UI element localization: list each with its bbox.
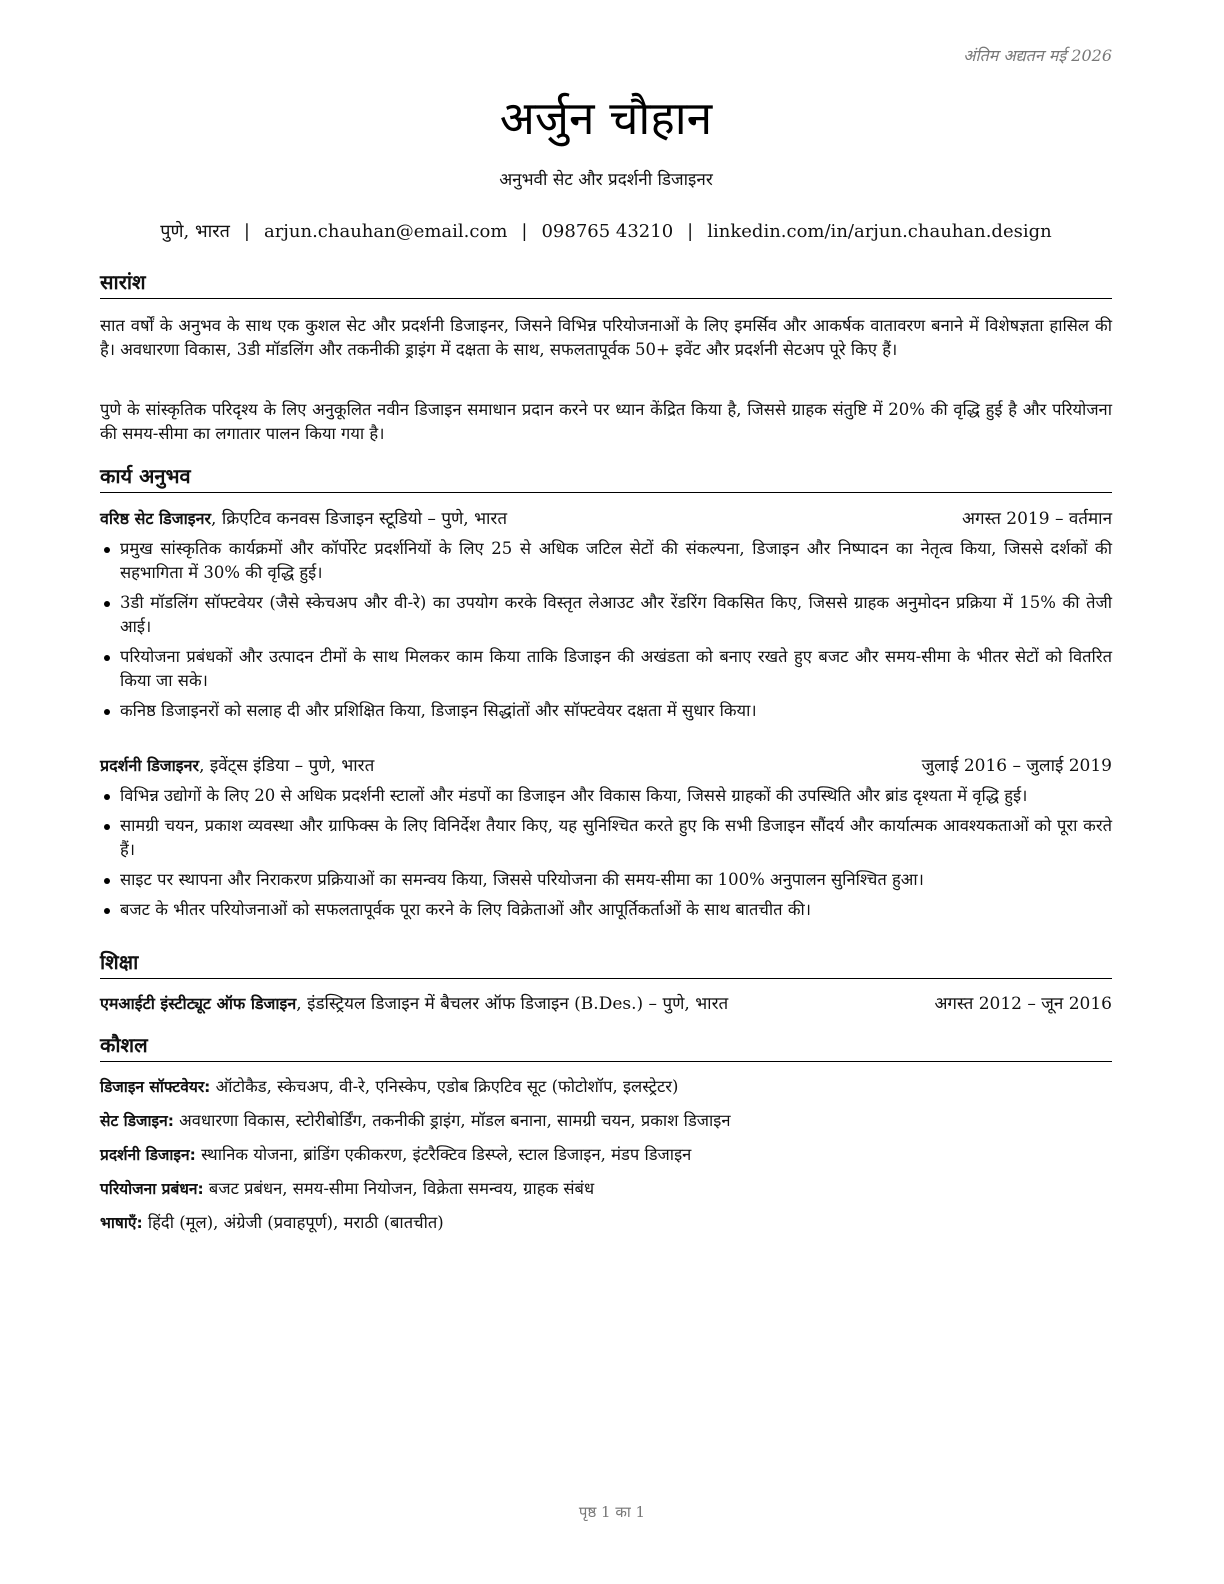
- job-dates: अगस्त 2019 – वर्तमान: [962, 509, 1112, 529]
- summary-paragraph: सात वर्षों के अनुभव के साथ एक कुशल सेट और प्रदर्शनी डिजाइनर, जिसने विभिन्न परियोजनाओं के लिए इमर्सिव और आकर्षक वातावरण बनाने में विशेषज्ञता हासिल की है। अवधारणा विकास, 3डी मॉडलिंग और तकनीकी ड्राइंग में दक्षता के साथ, सफलतापूर्वक 50+ इवेंट और प्रदर्शनी सेटअप पूरे किए हैं।: [100, 316, 1112, 359]
- job-bullets: [100, 784, 1112, 928]
- job-title-line: [100, 754, 374, 778]
- contact-linkedin[interactable]: linkedin.com/in/arjun.chauhan.design: [707, 221, 1052, 242]
- skill-row: [100, 1177, 1112, 1201]
- contact-separator: |: [521, 221, 528, 242]
- education-entry: [100, 992, 1112, 1016]
- job-position: प्रदर्शनी डिजाइनर: [100, 756, 200, 775]
- job-company: , क्रिएटिव कनवस डिजाइन स्टूडियो – पुणे, भारत: [211, 509, 508, 529]
- job-position: वरिष्ठ सेट डिजाइनर: [100, 509, 212, 528]
- job-dates: जुलाई 2016 – जुलाई 2019: [921, 756, 1112, 776]
- education-line: [100, 992, 728, 1016]
- contact-email[interactable]: arjun.chauhan@email.com: [263, 221, 508, 242]
- skill-label: भाषाएँ:: [100, 1214, 143, 1232]
- job-bullets: [100, 537, 1112, 729]
- list-item: सामग्री चयन, प्रकाश व्यवस्था और ग्राफिक्स के लिए विनिर्देश तैयार किए, यह सुनिश्चित करते हुए कि सभी डिजाइन सौंदर्य और कार्यात्मक आवश्यकताओं को पूरा करते हैं।: [100, 814, 1112, 862]
- candidate-name: अर्जुन चौहान: [499, 91, 713, 145]
- list-item: 3डी मॉडलिंग सॉफ्टवेयर (जैसे स्केचअप और वी-रे) का उपयोग करके विस्तृत लेआउट और रेंडरिंग विकसित किए, जिससे ग्राहक अनुमोदन प्रक्रिया में 15% की तेजी आई।: [100, 591, 1112, 639]
- candidate-role: अनुभवी सेट और प्रदर्शनी डिजाइनर: [499, 170, 713, 190]
- education-dates: अगस्त 2012 – जून 2016: [934, 994, 1112, 1014]
- contact-separator: |: [687, 221, 694, 242]
- list-item: बजट के भीतर परियोजनाओं को सफलतापूर्वक पूरा करने के लिए विक्रेताओं और आपूर्तिकर्ताओं के साथ बातचीत की।: [100, 898, 1112, 922]
- list-item: प्रमुख सांस्कृतिक कार्यक्रमों और कॉर्पोरेट प्रदर्शनियों के लिए 25 से अधिक जटिल सेटों की संकल्पना, डिजाइन और निष्पादन का नेतृत्व किया, जिससे दर्शकों की सहभागिता में 30% की वृद्धि हुई।: [100, 537, 1112, 585]
- skill-label: परियोजना प्रबंधन:: [100, 1180, 204, 1198]
- contact-line: [100, 219, 1112, 243]
- summary-paragraph: पुणे के सांस्कृतिक परिदृश्य के लिए अनुकूलित नवीन डिजाइन समाधान प्रदान करने पर ध्यान केंद्रित किया है, जिससे ग्राहक संतुष्टि में 20% की वृद्धि हुई है और परियोजना की समय-सीमा का लगातार पालन किया गया है।: [100, 400, 1112, 443]
- skill-row: [100, 1143, 1112, 1167]
- list-item: विभिन्न उद्योगों के लिए 20 से अधिक प्रदर्शनी स्टालों और मंडपों का डिजाइन और विकास किया, जिससे ग्राहकों की उपस्थिति और ब्रांड दृश्यता में वृद्धि हुई।: [100, 784, 1112, 808]
- education-degree: , इंडस्ट्रियल डिजाइन में बैचलर ऑफ डिजाइन (B.Des.) – पुणे, भारत: [296, 994, 729, 1014]
- skill-label: प्रदर्शनी डिजाइन:: [100, 1146, 196, 1164]
- skill-row: [100, 1109, 1112, 1133]
- job-header: [100, 754, 1112, 778]
- page-number: पृष्ठ 1 का 1: [578, 1503, 646, 1521]
- skill-value: अवधारणा विकास, स्टोरीबोर्डिंग, तकनीकी ड्राइंग, मॉडल बनाना, सामग्री चयन, प्रकाश डिजाइन: [173, 1111, 731, 1130]
- skill-label: सेट डिजाइन:: [100, 1112, 174, 1130]
- skill-label: डिजाइन सॉफ्टवेयर:: [100, 1078, 211, 1096]
- skill-row: [100, 1075, 1112, 1099]
- skills-list: [100, 1075, 1112, 1245]
- job-title-line: [100, 507, 507, 531]
- list-item: परियोजना प्रबंधकों और उत्पादन टीमों के साथ मिलकर काम किया ताकि डिजाइन की अखंडता को बनाए रखते हुए बजट और समय-सीमा के भीतर सेटों को वितरित किया जा सके।: [100, 645, 1112, 693]
- last-updated: अंतिम अद्यतन मई 2026: [963, 46, 1112, 65]
- section-title-education: शिक्षा: [100, 948, 1112, 979]
- skill-row: [100, 1211, 1112, 1235]
- list-item: कनिष्ठ डिजाइनरों को सलाह दी और प्रशिक्षित किया, डिजाइन सिद्धांतों और सॉफ्टवेयर दक्षता में सुधार किया।: [100, 699, 1112, 723]
- section-title-summary: सारांश: [100, 268, 1112, 299]
- section-title-skills: कौशल: [100, 1031, 1112, 1062]
- skill-value: बजट प्रबंधन, समय-सीमा नियोजन, विक्रेता समन्वय, ग्राहक संबंध: [203, 1179, 595, 1198]
- contact-separator: |: [243, 221, 250, 242]
- job-company: , इवेंट्स इंडिया – पुणे, भारत: [199, 756, 375, 776]
- skill-value: ऑटोकैड, स्केचअप, वी-रे, एनिस्केप, एडोब क्रिएटिव सूट (फोटोशॉप, इलस्ट्रेटर): [210, 1077, 679, 1096]
- skill-value: स्थानिक योजना, ब्रांडिंग एकीकरण, इंटरैक्टिव डिस्प्ले, स्टाल डिजाइन, मंडप डिजाइन: [195, 1145, 692, 1164]
- education-institution: एमआईटी इंस्टीट्यूट ऑफ डिजाइन: [100, 994, 297, 1013]
- list-item: साइट पर स्थापना और निराकरण प्रक्रियाओं का समन्वय किया, जिससे परियोजना की समय-सीमा का 100% अनुपालन सुनिश्चित हुआ।: [100, 868, 1112, 892]
- skill-value: हिंदी (मूल), अंग्रेजी (प्रवाहपूर्ण), मराठी (बातचीत): [142, 1213, 444, 1232]
- contact-location: पुणे, भारत: [160, 221, 230, 242]
- section-title-experience: कार्य अनुभव: [100, 462, 1112, 493]
- job-header: [100, 507, 1112, 531]
- contact-phone: 098765 43210: [541, 221, 674, 242]
